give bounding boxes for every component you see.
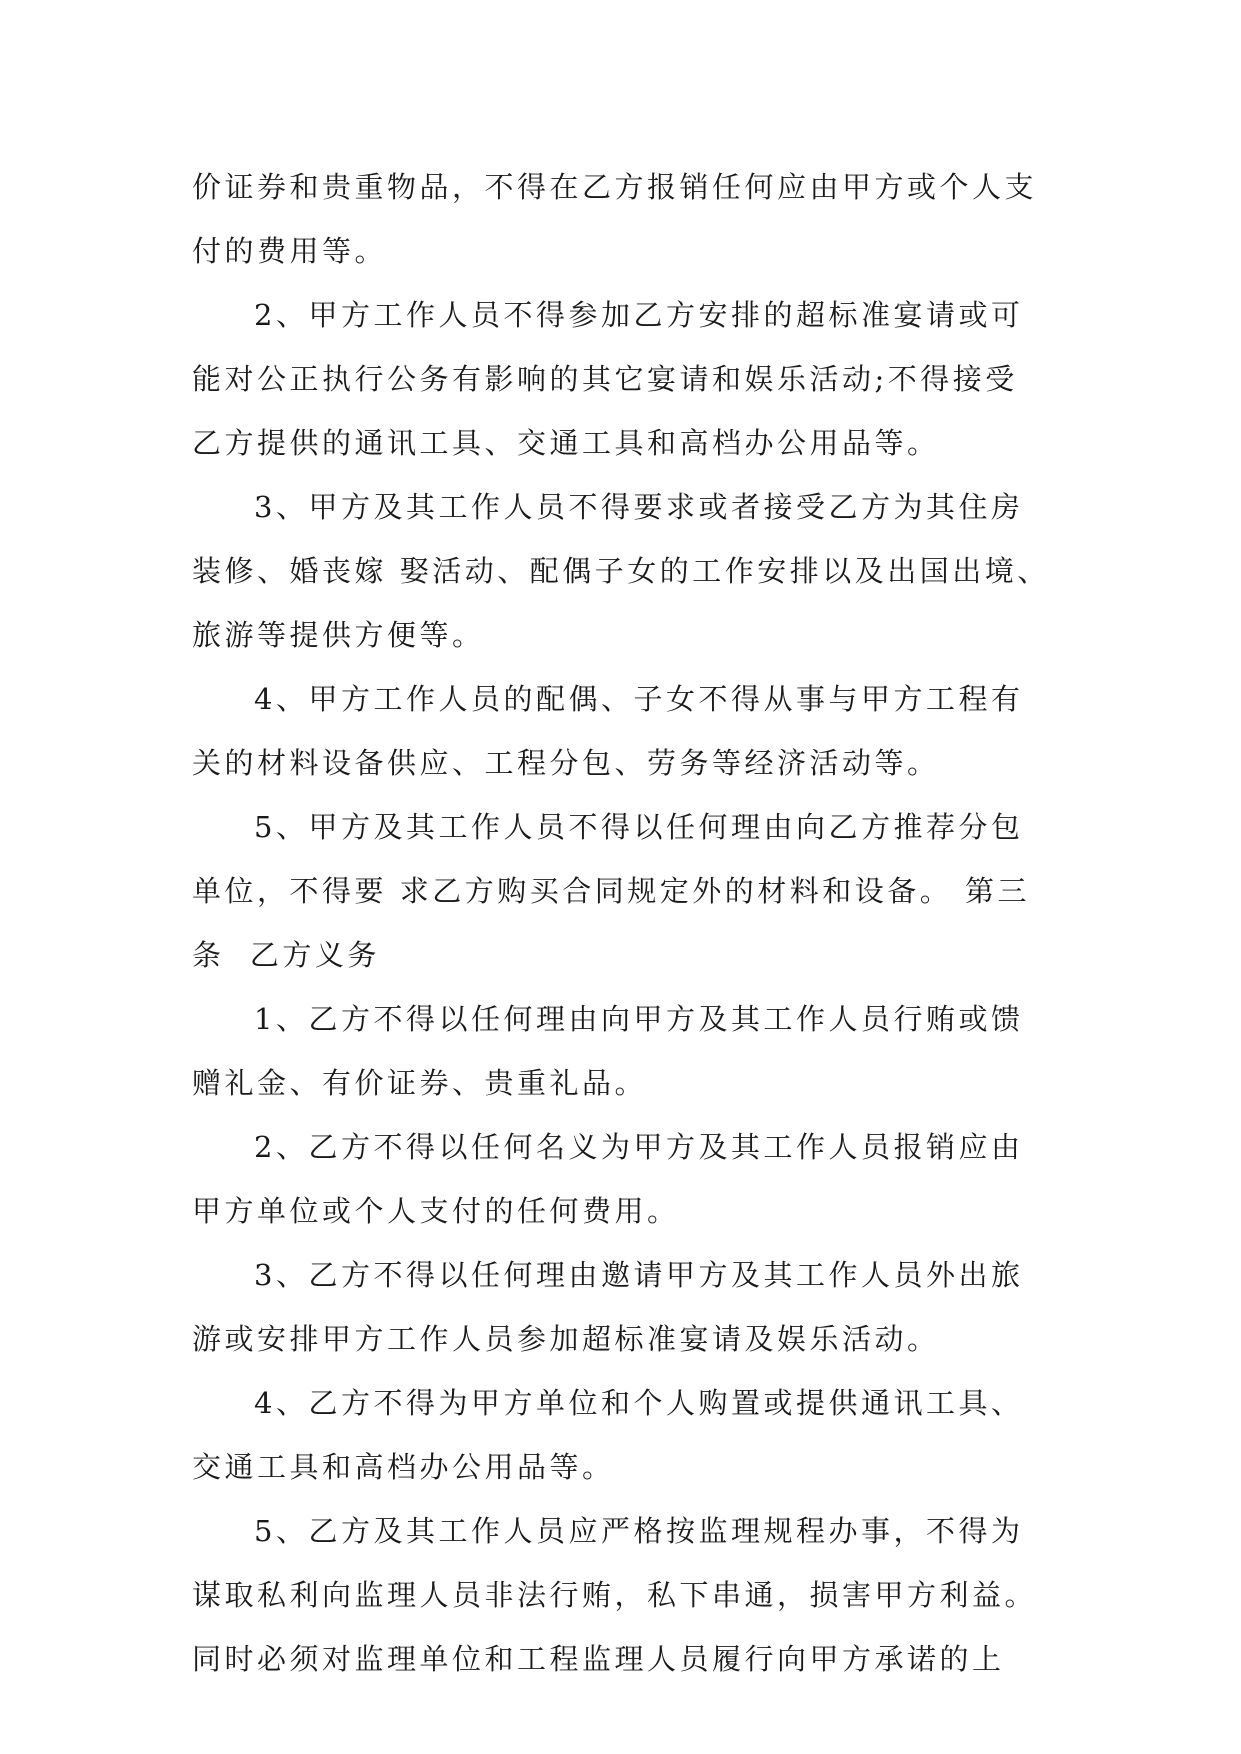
clause-2-line: 2、乙方不得以任何名义为甲方及其工作人员报销应由 [254,1130,1024,1164]
clause-2-line: 2、甲方工作人员不得参加乙方安排的超标准宴请或可 [254,298,1024,332]
clause-3-line: 3、乙方不得以任何理由邀请甲方及其工作人员外出旅 [254,1258,1024,1292]
text-line: 乙方提供的通讯工具、交通工具和高档办公用品等。 [192,426,940,460]
text-line: 交通工具和高档办公用品等。 [192,1450,615,1484]
text-line: 价证券和贵重物品，不得在乙方报销任何应由甲方或个人支 [192,170,1038,204]
text-line: 同时必须对监理单位和工程监理人员履行向甲方承诺的上 [192,1642,1005,1676]
section-heading-line: 条 乙方义务 [192,938,380,972]
clause-3-line: 3、甲方及其工作人员不得要求或者接受乙方为其住房 [254,490,1024,524]
clause-4-line: 4、乙方不得为甲方单位和个人购置或提供通讯工具、 [254,1386,1024,1420]
text-line: 旅游等提供方便等。 [192,618,485,652]
text-line: 赠礼金、有价证券、贵重礼品。 [192,1066,648,1100]
text-line: 装修、婚丧嫁 娶活动、配偶子女的工作安排以及出国出境、 [192,554,1050,588]
text-line: 游或安排甲方工作人员参加超标准宴请及娱乐活动。 [192,1322,940,1356]
text-line: 付的费用等。 [192,234,388,268]
text-line: 单位，不得要 求乙方购买合同规定外的材料和设备。 第三 [192,874,1030,908]
clause-5-line: 5、乙方及其工作人员应严格按监理规程办事，不得为 [254,1514,1024,1548]
text-line: 谋取私利向监理人员非法行贿，私下串通，损害甲方利益。 [192,1578,1038,1612]
body-text [192,155,1072,1691]
clause-4-line: 4、甲方工作人员的配偶、子女不得从事与甲方工程有 [254,682,1024,716]
clause-5-line: 5、甲方及其工作人员不得以任何理由向乙方推荐分包 [254,810,1024,844]
text-line: 能对公正执行公务有影响的其它宴请和娱乐活动;不得接受 [192,362,1018,396]
clause-1-line: 1、乙方不得以任何理由向甲方及其工作人员行贿或馈 [254,1002,1024,1036]
text-line: 甲方单位或个人支付的任何费用。 [192,1194,680,1228]
text-line: 关的材料设备供应、工程分包、劳务等经济活动等。 [192,746,940,780]
